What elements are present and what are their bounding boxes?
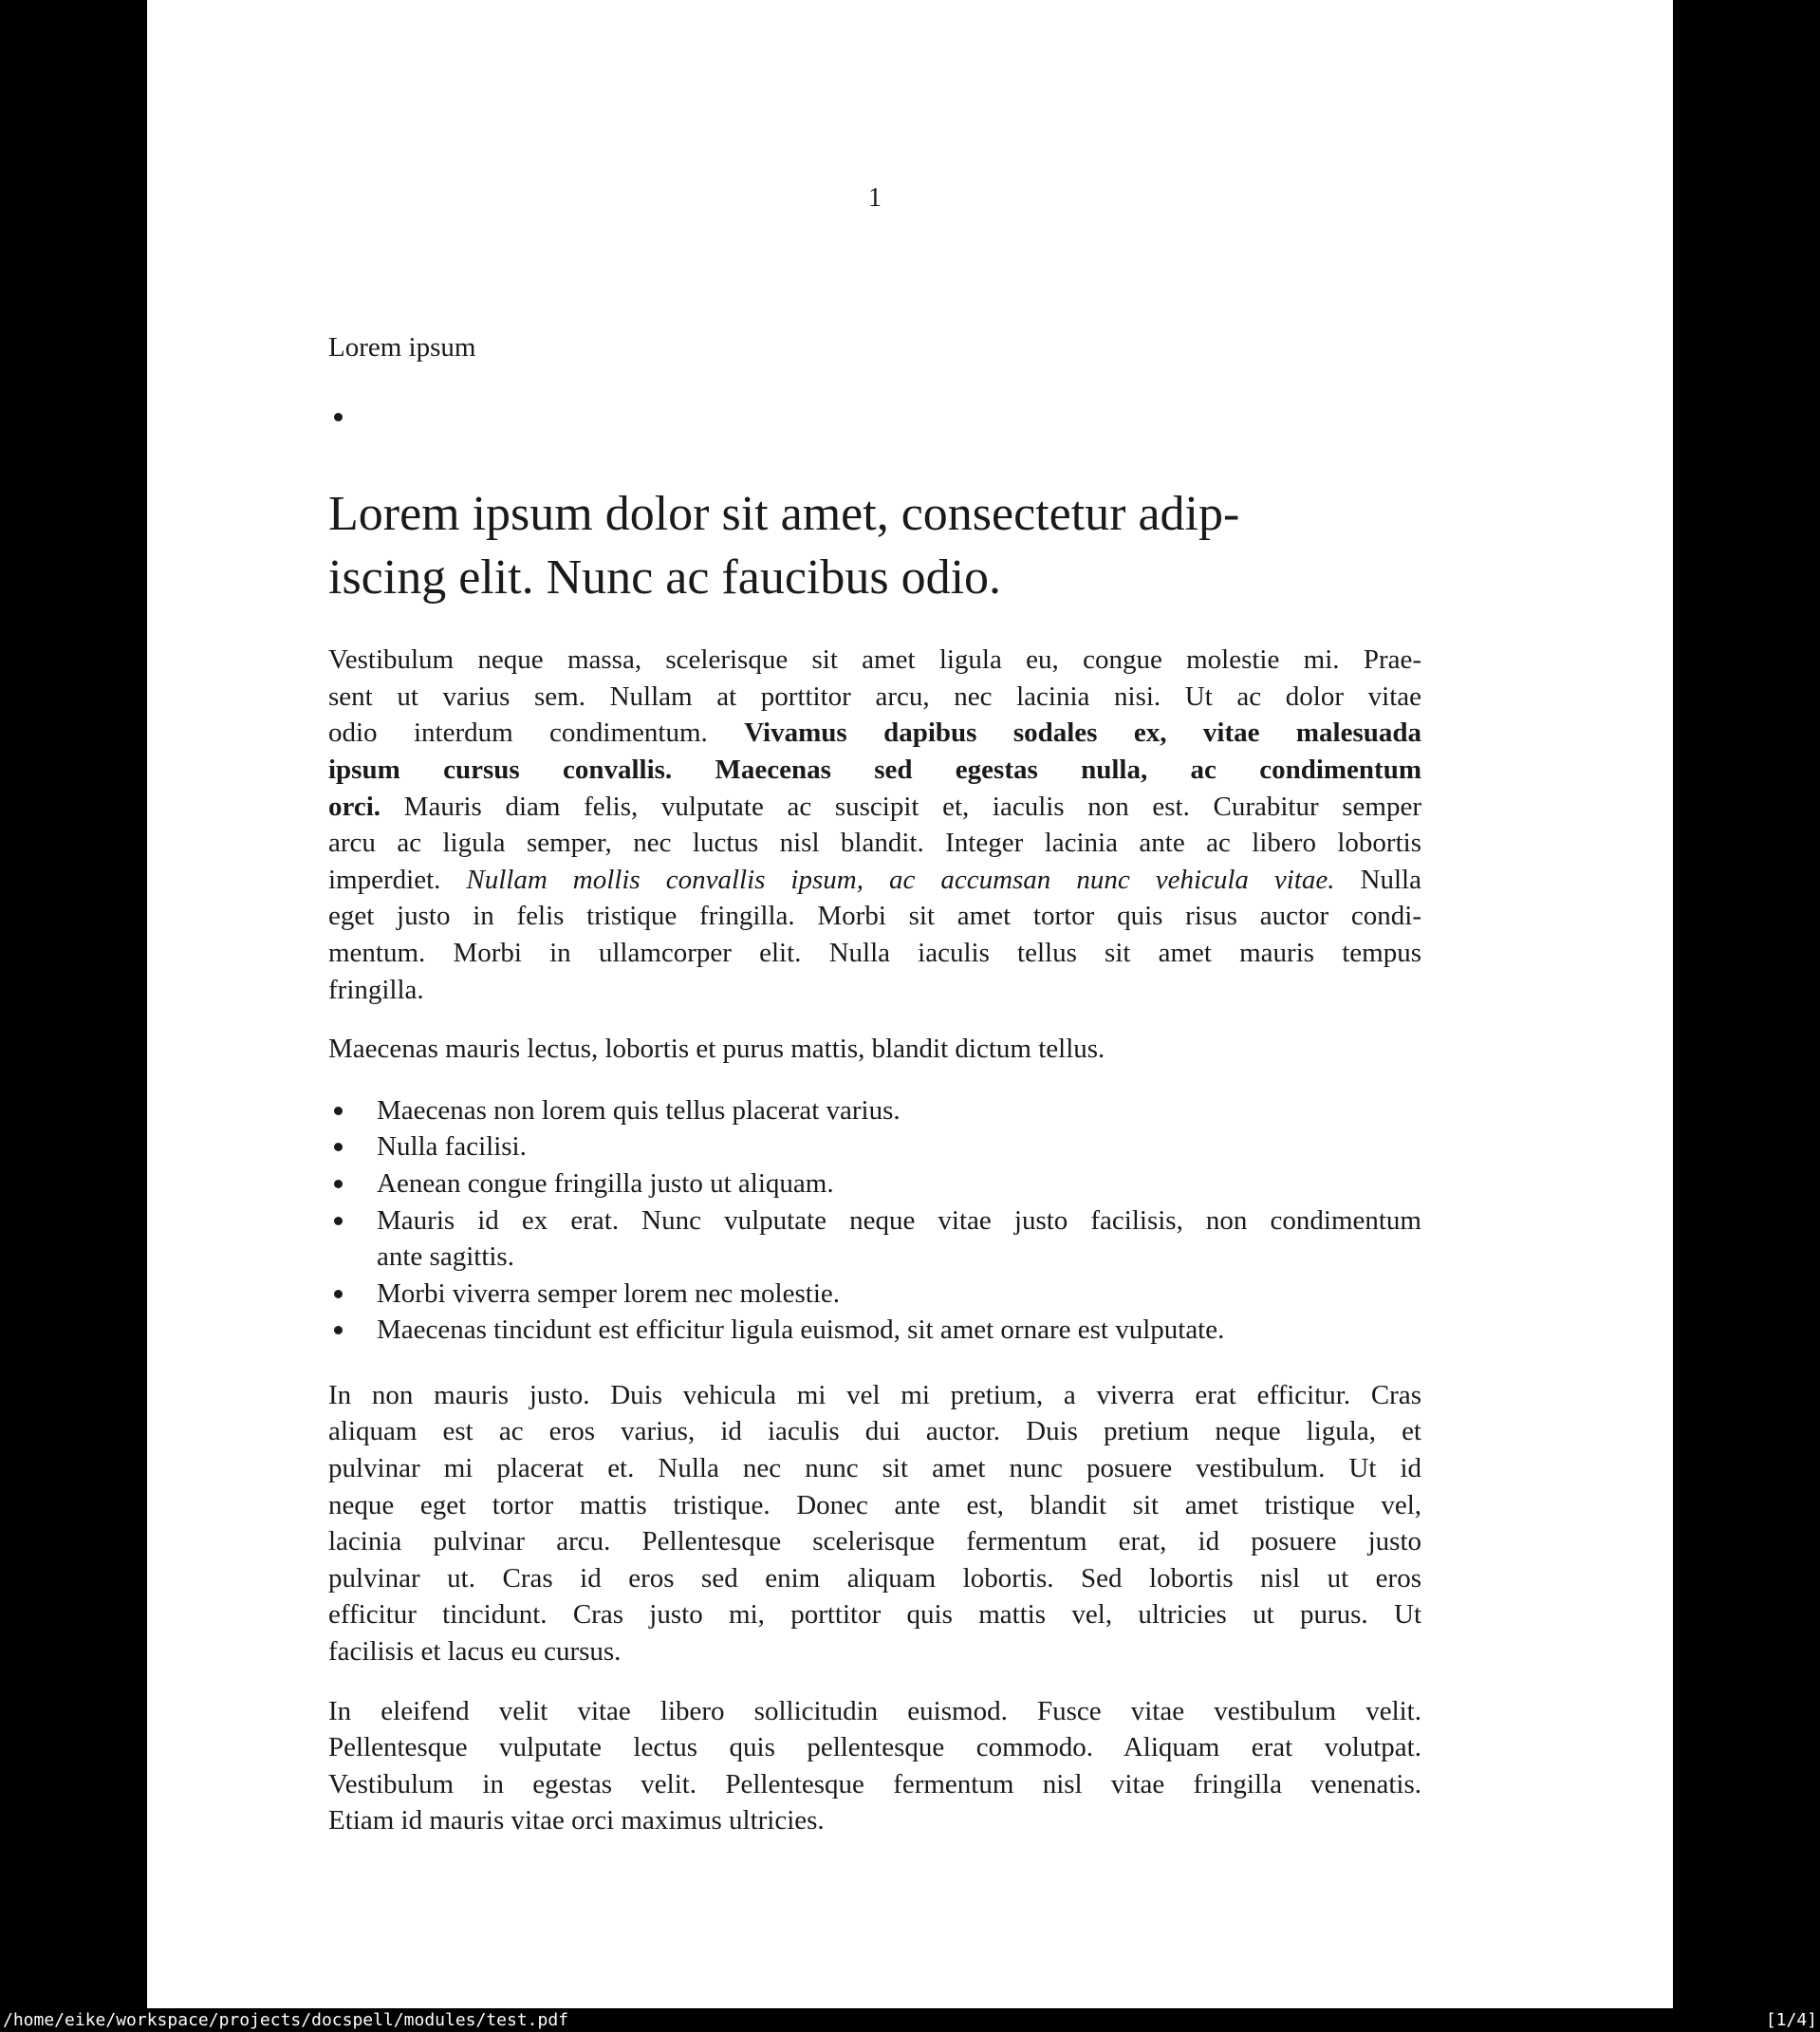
text-run: Etiam id mauris vitae orci maximus ultricies. (328, 1805, 825, 1836)
text-line (328, 825, 1421, 862)
text-line (377, 1276, 1421, 1313)
text-line (328, 1487, 1421, 1524)
text-run: Morbi viverra semper lorem nec molestie. (377, 1277, 841, 1309)
list-item (328, 1312, 1421, 1349)
text-run: lacinia pulvinar arcu. Pellentesque scelerisque fermentum erat, id posuere justo (328, 1526, 1421, 1557)
paragraph-1 (328, 642, 1421, 1008)
paragraph-4 (328, 1693, 1421, 1839)
text-line (328, 972, 1421, 1009)
text-line (377, 399, 1421, 436)
heading-line: iscing elit. Nunc ac faucibus odio. (328, 550, 1002, 606)
bullet-icon (334, 1180, 343, 1188)
text-run: Vestibulum in egestas velit. Pellentesque fermentum nisl vitae fringilla venenatis. (328, 1768, 1421, 1799)
text-run: ante sagittis. (377, 1241, 514, 1273)
list-item (328, 1165, 1421, 1202)
text-line (328, 679, 1421, 716)
bullet-icon (334, 1217, 343, 1225)
text-run: Maecenas non lorem quis tellus placerat varius. (377, 1094, 901, 1126)
list-item (328, 1202, 1421, 1276)
text-line (328, 1450, 1421, 1487)
text-run: aliquam est ac eros varius, id iaculis dui auctor. Duis pretium neque ligula, et (328, 1416, 1421, 1447)
empty-bullet-item (328, 399, 1421, 436)
text-run: odio interdum condimentum. (328, 718, 745, 749)
text-run: Vestibulum neque massa, scelerisque sit amet ligula eu, congue molestie mi. Prae- (328, 644, 1421, 676)
text-line (328, 1729, 1421, 1766)
text-line (377, 1202, 1421, 1240)
list-item (328, 1092, 1421, 1129)
text-line (328, 1560, 1421, 1597)
text-line (328, 1766, 1421, 1803)
text-run: pulvinar mi placerat et. Nulla nec nunc sit amet nunc posuere vestibulum. Ut id (328, 1453, 1421, 1484)
bold-text-run: ipsum cursus convallis. Maecenas sed egestas nulla, ac condimentum (328, 754, 1421, 785)
text-line (328, 1693, 1421, 1730)
bullet-icon (334, 1143, 343, 1151)
text-run: arcu ac ligula semper, nec luctus nisl blandit. Integer lacinia ante ac libero lobortis (328, 828, 1421, 859)
text-run: Mauris diam felis, vulputate ac suscipit et, iaculis non est. Curabitur semper (381, 791, 1421, 822)
text-line (328, 789, 1421, 826)
text-line (328, 862, 1421, 899)
paragraph-3 (328, 1377, 1421, 1670)
text-line (377, 1128, 1421, 1165)
text-run: imperdiet. (328, 864, 467, 895)
text-line (328, 752, 1421, 789)
section-heading (328, 482, 1421, 609)
text-run: Nulla facilisi. (377, 1131, 527, 1163)
text-run: pulvinar ut. Cras id eros sed enim aliquam lobortis. Sed lobortis nisl ut eros (328, 1562, 1421, 1594)
document-page[interactable] (147, 0, 1673, 2008)
text-line (328, 1377, 1421, 1414)
text-run: In non mauris justo. Duis vehicula mi vel mi pretium, a viverra erat efficitur. Cras (328, 1379, 1421, 1410)
text-line (377, 1312, 1421, 1349)
text-line (328, 898, 1421, 935)
text-line (377, 1165, 1421, 1202)
heading-line: Lorem ipsum dolor sit amet, consectetur adip- (328, 487, 1240, 542)
text-line (377, 1092, 1421, 1129)
bullet-icon (334, 1107, 343, 1115)
text-run: eget justo in felis tristique fringilla. Morbi sit amet tortor quis risus auctor condi- (328, 901, 1421, 932)
text-run: Pellentesque vulputate lectus quis pellentesque commodo. Aliquam erat volutpat. (328, 1732, 1421, 1763)
file-path: /home/eike/workspace/projects/docspell/modules/test.pdf (3, 2010, 569, 2030)
text-run: Mauris id ex erat. Nunc vulputate neque vitae justo facilisis, non condimentum (377, 1204, 1421, 1236)
text-run: mentum. Morbi in ullamcorper elit. Nulla iaculis tellus sit amet mauris tempus (328, 937, 1421, 968)
status-bar (0, 2008, 1820, 2032)
bullet-icon (334, 1290, 343, 1298)
text-line (328, 1031, 1421, 1068)
text-run: neque eget tortor mattis tristique. Donec ante est, blandit sit amet tristique vel, (328, 1489, 1421, 1520)
text-line (328, 715, 1421, 752)
list-item (328, 1128, 1421, 1165)
text-line (328, 1633, 1421, 1670)
text-line (328, 1413, 1421, 1450)
text-run: Aenean congue fringilla justo ut aliquam. (377, 1167, 834, 1199)
text-line (377, 1239, 1421, 1276)
text-run: fringilla. (328, 974, 424, 1005)
text-block (328, 0, 1421, 1839)
bold-text-run: orci. (328, 791, 381, 822)
list-item (328, 1276, 1421, 1313)
text-run: Maecenas tincidunt est efficitur ligula euismod, sit amet ornare est vulputate. (377, 1314, 1225, 1346)
text-line (328, 1596, 1421, 1633)
page-indicator: [1/4] (1765, 2010, 1817, 2030)
bullet-list (328, 1092, 1421, 1349)
intro-text (328, 329, 1421, 366)
text-run: Maecenas mauris lectus, lobortis et purus mattis, blandit dictum tellus. (328, 1034, 1105, 1065)
text-run: Lorem ipsum (328, 332, 476, 363)
text-run: Nulla (1334, 864, 1421, 895)
text-line (328, 935, 1421, 972)
italic-text-run: Nullam mollis convallis ipsum, ac accumsan nunc vehicula vitae. (466, 864, 1335, 895)
text-run: facilisis et lacus eu cursus. (328, 1636, 622, 1668)
text-run: efficitur tincidunt. Cras justo mi, porttitor quis mattis vel, ultricies ut purus. Ut (328, 1599, 1421, 1631)
bold-text-run: Vivamus dapibus sodales ex, vitae malesuada (744, 718, 1421, 749)
text-line (328, 642, 1421, 679)
page-number: 1 (868, 183, 882, 213)
text-run: In eleifend velit vitae libero sollicitudin euismod. Fusce vitae vestibulum velit. (328, 1695, 1421, 1726)
text-line (328, 1802, 1421, 1839)
bullet-icon (334, 1326, 343, 1334)
bullet-icon (334, 413, 343, 421)
text-run: sent ut varius sem. Nullam at porttitor arcu, nec lacinia nisi. Ut ac dolor vitae (328, 680, 1421, 712)
text-line (328, 1523, 1421, 1560)
paragraph-2 (328, 1031, 1421, 1068)
